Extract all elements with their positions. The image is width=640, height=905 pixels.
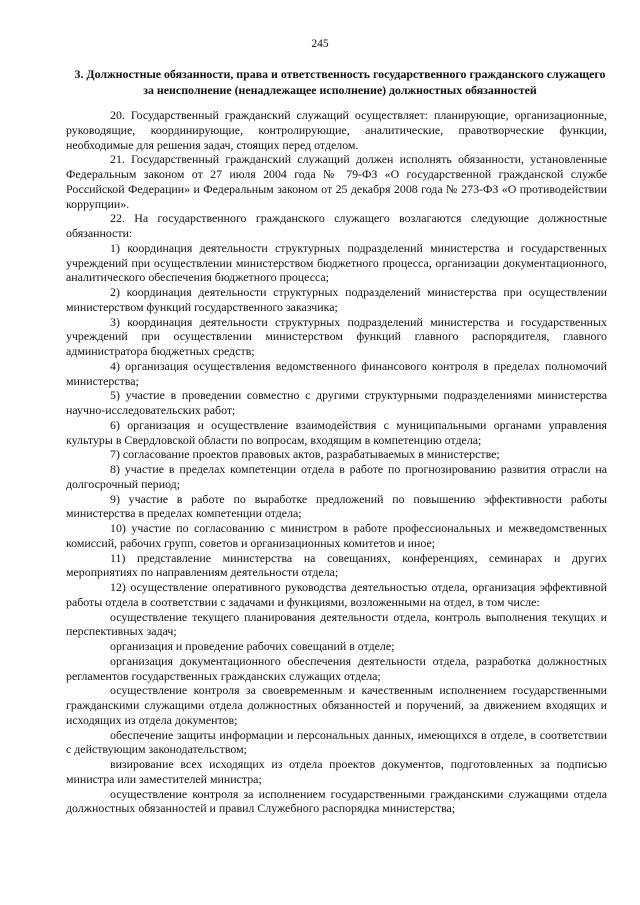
section-title: 3. Должностные обязанности, права и ответственность государственного гражданского служащего за неисполнение (ненадлежащее исполнение) должностных обязанностей	[74, 67, 606, 97]
list-item-2: 2) координация деятельности структурных подразделений министерства при осуществлении министерством функций государственного заказчика;	[66, 285, 607, 314]
sub-item-approval: визирование всех исходящих из отдела проектов документов, подготовленных за подписью министра или заместителей министра;	[66, 757, 607, 786]
sub-item-data-protection: обеспечение защиты информации и персональных данных, имеющихся в отделе, в соответствии с действующим законодательством;	[66, 727, 607, 757]
paragraph-22: 22. На государственного гражданского служащего возлагаются следующие должностные обязанности:	[66, 211, 607, 240]
sub-item-meetings: организация и проведение рабочих совещаний в отделе;	[110, 639, 395, 653]
list-item-7: 7) согласование проектов правовых актов, разрабатываемых в министерстве;	[110, 447, 500, 462]
page-number: 245	[311, 38, 329, 50]
list-item-1: 1) координация деятельности структурных подразделений министерства и государственных учреждений при осуществлении министерством бюджетного процесса, организации документационного, аналитического обеспечения бюджетного процесса;	[66, 240, 607, 285]
list-item-9: 9) участие в работе по выработке предложений по повышению эффективности работы министерства в пределах компетенции отдела;	[66, 491, 607, 521]
list-item-4: 4) организация осуществления ведомственного финансового контроля в пределах полномочий министерства;	[66, 358, 607, 388]
sub-item-discipline-control: осуществление контроля за исполнением государственными гражданскими служащими отдела должностных обязанностей и правил Служебного распорядка министерства;	[66, 786, 607, 816]
list-item-12: 12) осуществление оперативного руководства деятельностью отдела, организация эффективной работы отдела в соответствии с задачами и функциями, возложенными на отдел, в том числе:	[66, 580, 607, 609]
document-body	[66, 108, 607, 816]
list-item-3: 3) координация деятельности структурных подразделений министерства и государственных учреждений при осуществлении министерством функций главного распорядителя, главного администратора бюджетных средств;	[66, 314, 607, 358]
paragraph-21: 21. Государственный гражданский служащий должен исполнять обязанности, установленные Федеральным законом от 27 июля 2004 года № 79-ФЗ «О государственной гражданской службе Российской Федерации» и Федеральным законом от 25 декабря 2008 года № 273-ФЗ «О противодействии коррупции».	[66, 152, 607, 211]
sub-item-control: осуществление контроля за своевременным и качественным исполнением государственными гражданскими служащими отдела должностных обязанностей и поручений, за движением входящих и исходящих из отдела документов;	[66, 683, 607, 727]
list-item-8: 8) участие в пределах компетенции отдела в работе по прогнозированию развития отрасли на долгосрочный период;	[66, 462, 607, 491]
list-item-6: 6) организация и осуществление взаимодействия с муниципальными органами управления культуры в Свердловской области по вопросам, входящим в компетенцию отдела;	[66, 417, 607, 447]
paragraph-20: 20. Государственный гражданский служащий осуществляет: планирующие, организационные, руководящие, координирующие, контролирующие, аналитические, правотворческие функции, необходимые для решения задач, стоящих перед отделом.	[66, 108, 607, 152]
list-item-10: 10) участие по согласованию с министром в работе профессиональных и межведомственных комиссий, рабочих групп, советов и организационных комитетов и иное;	[66, 521, 607, 550]
sub-item-documentation: организация документационного обеспечения деятельности отдела, разработка должностных регламентов государственных гражданских служащих отдела;	[66, 653, 607, 683]
sub-item-planning: осуществление текущего планирования деятельности отдела, контроль выполнения текущих и перспективных задач;	[66, 609, 607, 639]
list-item-5: 5) участие в проведении совместно с другими структурными подразделениями министерства научно-исследовательских работ;	[66, 388, 607, 417]
list-item-11: 11) представление министерства на совещаниях, конференциях, семинарах и других мероприятиях по направлениям деятельности отдела;	[66, 550, 607, 580]
